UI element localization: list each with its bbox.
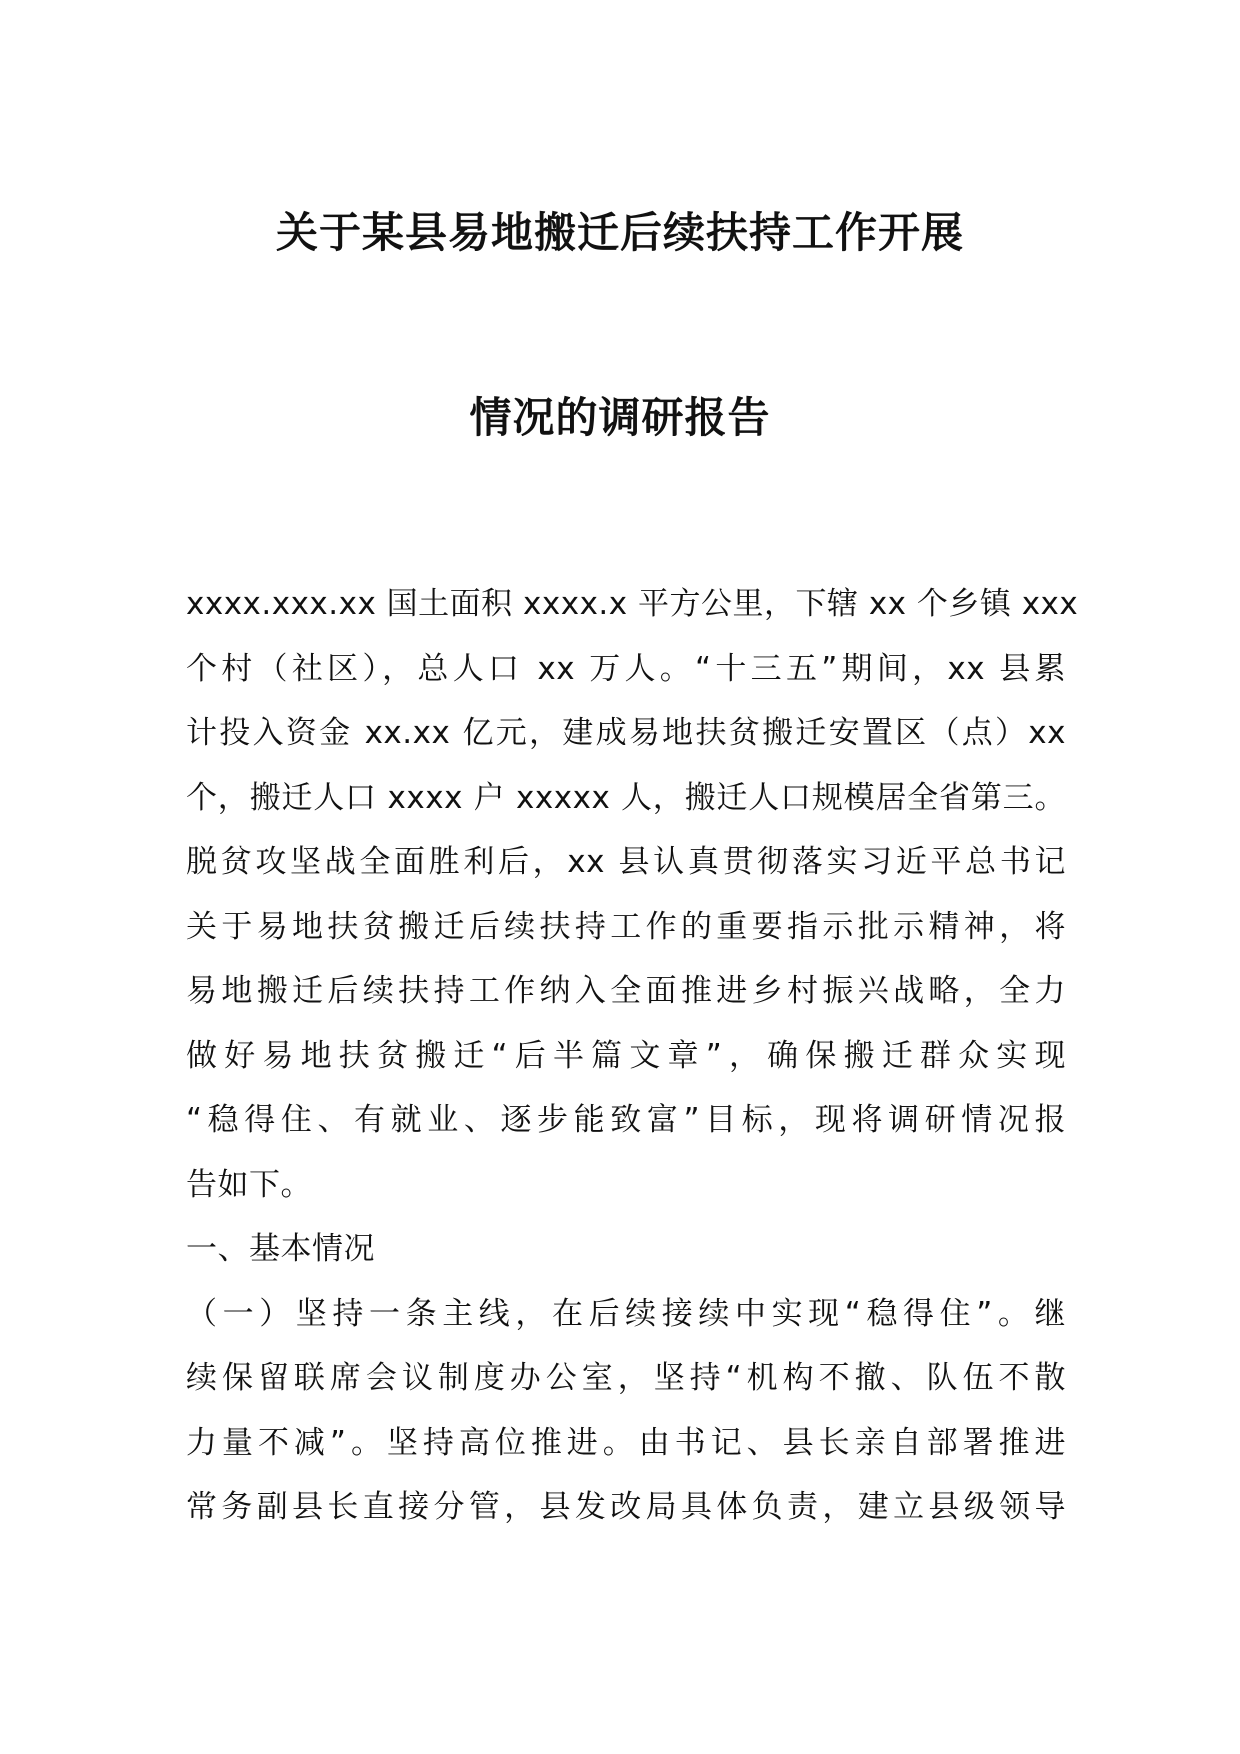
body-line: 计投入资金 xx.xx 亿元，建成易地扶贫搬迁安置区（点）xx — [186, 715, 1066, 751]
body-line: 个，搬迁人口 xxxx 户 xxxxx 人，搬迁人口规模居全省第三。 — [186, 779, 1066, 816]
body-line: 续保留联席会议制度办公室，坚持“机构不撤、队伍不散 — [186, 1360, 1066, 1396]
body-line: 力量不减”。坚持高位推进。由书记、县长亲自部署推进 — [186, 1424, 1066, 1461]
document-title-line-2: 情况的调研报告 — [469, 393, 771, 442]
document-title-line-1: 关于某县易地搬迁后续扶持工作开展 — [275, 208, 964, 257]
section-heading: 一、基本情况 — [186, 1231, 375, 1267]
body-line: 脱贫攻坚战全面胜利后，xx 县认真贯彻落实习近平总书记 — [186, 844, 1066, 880]
body-line: “稳得住、有就业、逐步能致富”目标，现将调研情况报 — [186, 1102, 1066, 1138]
body-line: （一）坚持一条主线，在后续接续中实现“稳得住”。继 — [186, 1295, 1066, 1332]
body-line: xxxx.xxx.xx 国土面积 xxxx.x 平方公里，下辖 xx 个乡镇 xxx — [186, 586, 1079, 622]
body-line: 关于易地扶贫搬迁后续扶持工作的重要指示批示精神，将 — [186, 908, 1066, 945]
body-line: 个村（社区），总人口 xx 万人。“十三五”期间，xx 县累 — [186, 650, 1066, 687]
body-line: 做好易地扶贫搬迁“后半篇文章”，确保搬迁群众实现 — [186, 1037, 1066, 1074]
body-line: 易地搬迁后续扶持工作纳入全面推进乡村振兴战略，全力 — [186, 973, 1066, 1009]
body-line: 告如下。 — [186, 1166, 312, 1203]
document-body — [186, 572, 1079, 1540]
body-line: 常务副县长直接分管，县发改局具体负责，建立县级领导 — [186, 1489, 1066, 1525]
